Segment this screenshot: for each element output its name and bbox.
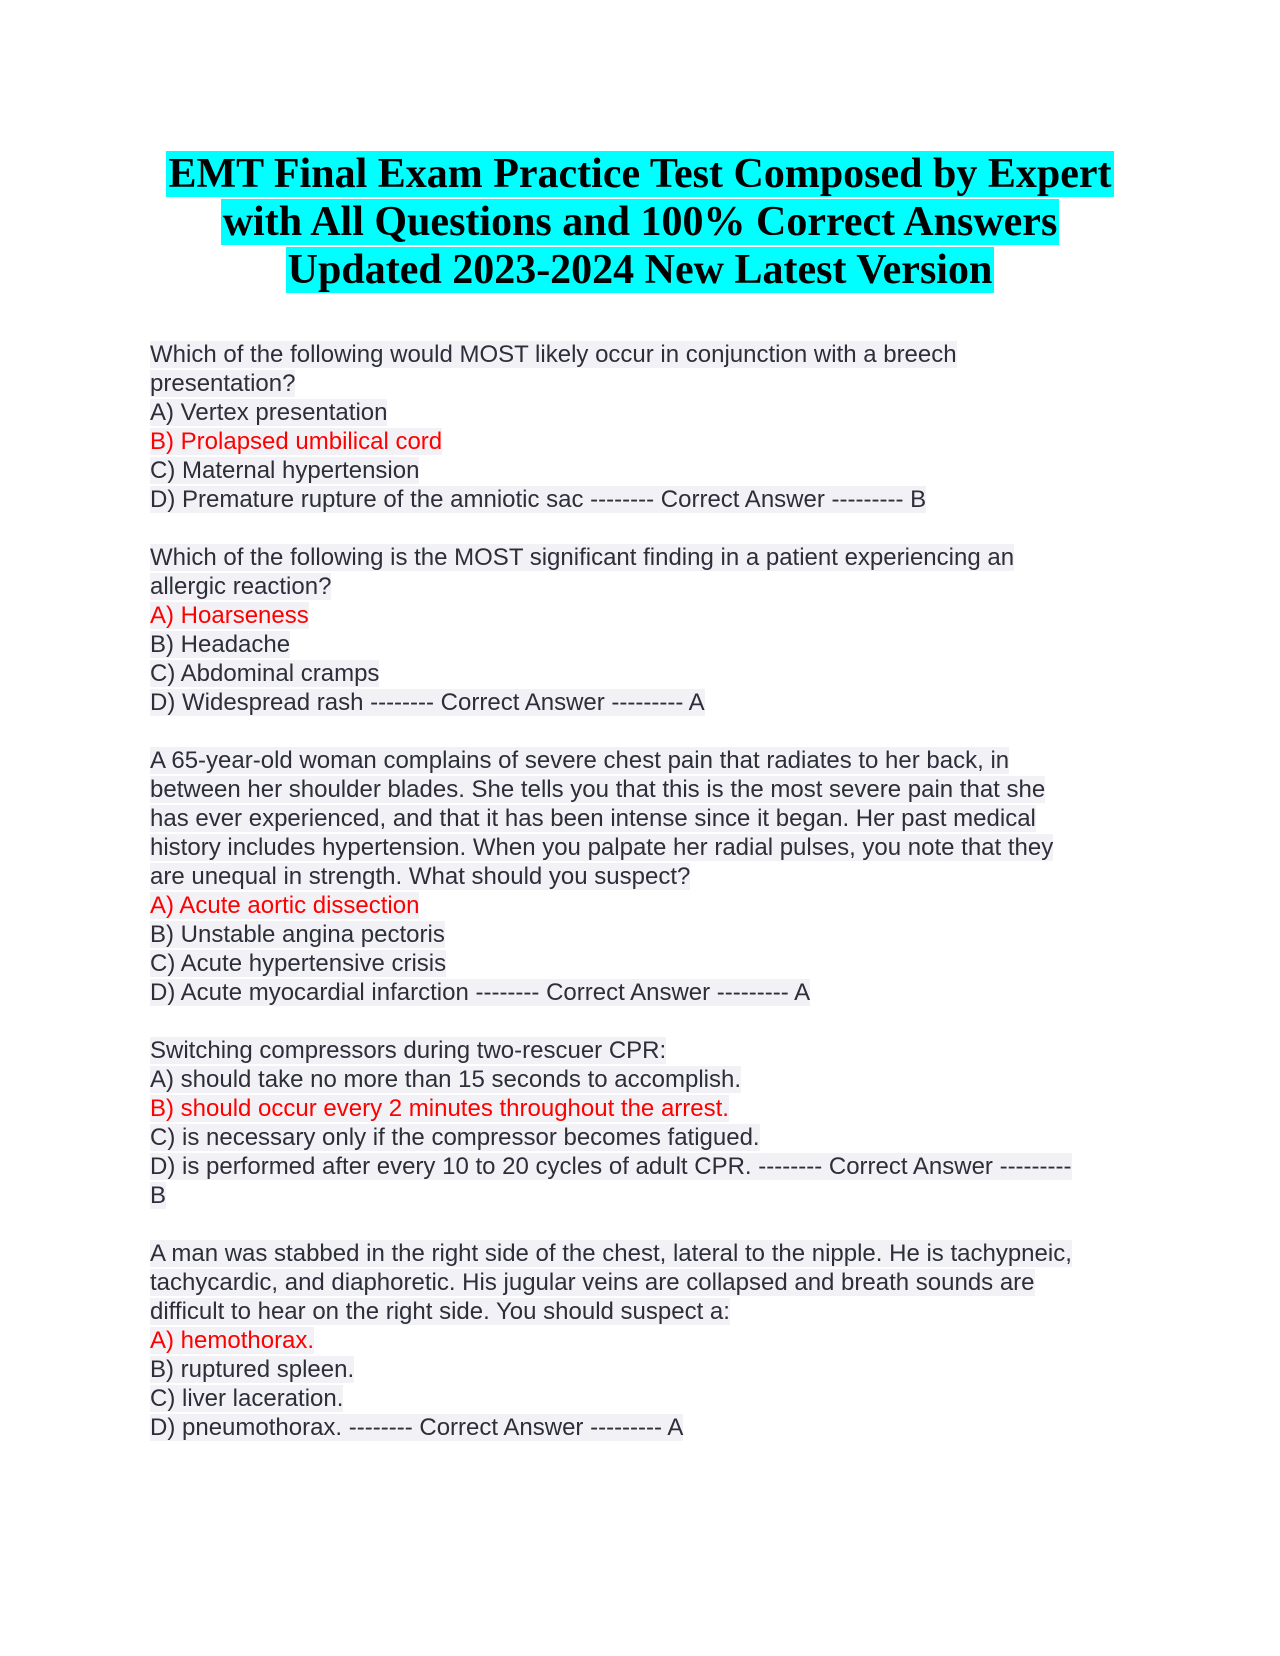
option-a-correct: A) hemothorax.	[150, 1327, 315, 1354]
option-d-with-answer: D) pneumothorax. -------- Correct Answer --------- A	[150, 1414, 684, 1441]
question-2	[150, 543, 1130, 717]
title-line: EMT Final Exam Practice Test Composed by Expert	[168, 151, 1112, 197]
option-b: B) ruptured spleen.	[150, 1356, 355, 1383]
option-b-correct: B) should occur every 2 minutes throughout the arrest.	[150, 1095, 729, 1122]
question-stem-line: A man was stabbed in the right side of the chest, lateral to the nipple. He is tachypneic,	[150, 1240, 1072, 1267]
option-c: C) Maternal hypertension	[150, 457, 420, 484]
option-c: C) liver laceration.	[150, 1385, 344, 1412]
question-4	[150, 1036, 1130, 1210]
questions-list	[150, 340, 1130, 1471]
question-stem-line: A 65-year-old woman complains of severe chest pain that radiates to her back, in	[150, 747, 1010, 774]
option-c: C) is necessary only if the compressor becomes fatigued.	[150, 1124, 760, 1151]
option-c: C) Acute hypertensive crisis	[150, 950, 447, 977]
option-b-correct: B) Prolapsed umbilical cord	[150, 428, 443, 455]
question-stem-line: between her shoulder blades. She tells you that this is the most severe pain that she	[150, 776, 1046, 803]
option-b: B) Headache	[150, 631, 291, 658]
option-c: C) Abdominal cramps	[150, 660, 380, 687]
question-3	[150, 746, 1130, 1007]
option-a-correct: A) Hoarseness	[150, 602, 309, 629]
question-stem-line: presentation?	[150, 370, 296, 397]
question-stem-line: tachycardic, and diaphoretic. His jugular veins are collapsed and breath sounds are	[150, 1269, 1035, 1296]
option-a: A) should take no more than 15 seconds to accomplish.	[150, 1066, 741, 1093]
question-stem-line: history includes hypertension. When you palpate her radial pulses, you note that they	[150, 834, 1054, 861]
option-b: B) Unstable angina pectoris	[150, 921, 445, 948]
question-stem-line: Which of the following would MOST likely occur in conjunction with a breech	[150, 341, 957, 368]
option-a: A) Vertex presentation	[150, 399, 388, 426]
question-1	[150, 340, 1130, 514]
title-line: with All Questions and 100% Correct Answers	[222, 199, 1058, 245]
option-a-correct: A) Acute aortic dissection	[150, 892, 420, 919]
question-stem-line: has ever experienced, and that it has been intense since it began. Her past medical	[150, 805, 1036, 832]
answer-continuation: B	[150, 1182, 167, 1209]
question-stem-line: difficult to hear on the right side. You should suspect a:	[150, 1298, 730, 1325]
question-stem-line: Switching compressors during two-rescuer CPR:	[150, 1037, 667, 1064]
option-d-with-answer: D) Premature rupture of the amniotic sac -------- Correct Answer --------- B	[150, 486, 927, 513]
option-d-with-answer: D) Acute myocardial infarction -------- Correct Answer --------- A	[150, 979, 811, 1006]
question-stem-line: Which of the following is the MOST significant finding in a patient experiencing an	[150, 544, 1015, 571]
question-stem-line: allergic reaction?	[150, 573, 332, 600]
document-title	[0, 150, 1280, 294]
title-line: Updated 2023-2024 New Latest Version	[287, 247, 993, 293]
option-d-with-answer: D) Widespread rash -------- Correct Answer --------- A	[150, 689, 705, 716]
option-d-with-answer: D) is performed after every 10 to 20 cycles of adult CPR. -------- Correct Answer ---------	[150, 1153, 1072, 1180]
question-5	[150, 1239, 1130, 1442]
question-stem-line: are unequal in strength. What should you suspect?	[150, 863, 691, 890]
